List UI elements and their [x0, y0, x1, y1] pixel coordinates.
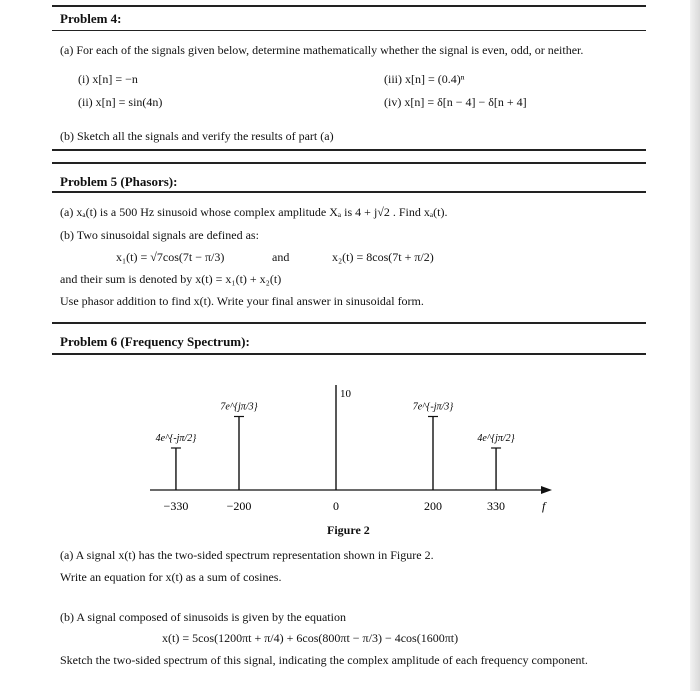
p4-part-b: (b) Sketch all the signals and verify the results of part (a)	[60, 129, 334, 143]
frequency-tick-label: −200	[226, 499, 252, 513]
frequency-axis-label: f	[542, 499, 546, 513]
frequency-tick-label: 200	[424, 499, 442, 513]
p5-sum: and their sum is denoted by x(t) = x₁(t) + x₂(t)	[60, 272, 282, 286]
p5-part-b: (b) Two sinusoidal signals are defined as:	[60, 228, 259, 242]
p4-signal-ii: (ii) x[n] = sin(4n)	[78, 95, 163, 109]
p4-signal-iii: (iii) x[n] = (0.4)ⁿ	[384, 72, 465, 86]
frequency-tick-label: 0	[333, 499, 339, 513]
p6-title: Problem 6 (Frequency Spectrum):	[60, 334, 250, 349]
p4-signal-i: (i) x[n] = −n	[78, 72, 138, 86]
p4-signal-iv: (iv) x[n] = δ[n − 4] − δ[n + 4]	[384, 95, 527, 109]
p5-x2: x₂(t) = 8cos(7t + π/2)	[332, 250, 434, 264]
p6-part-a-line2: Write an equation for x(t) as a sum of cosines.	[60, 570, 282, 584]
frequency-tick-label: −330	[163, 499, 189, 513]
p4-title: Problem 4:	[60, 11, 122, 26]
p6-part-b-line2: Sketch the two-sided spectrum of this signal, indicating the complex amplitude of each frequency component.	[60, 653, 588, 667]
amplitude-label: 4e^{-jπ/2}	[155, 433, 197, 444]
p5-x1: x₁(t) = √7cos(7t − π/3)	[116, 250, 225, 264]
page-edge-shadow	[690, 0, 700, 691]
p5-part-a: (a) xₐ(t) is a 500 Hz sinusoid whose complex amplitude Xₐ is 4 + j√2 . Find xₐ(t).	[60, 205, 448, 219]
amplitude-label: 10	[340, 388, 351, 400]
frequency-tick-label: 330	[487, 499, 506, 513]
p6-part-b-equation: x(t) = 5cos(1200πt + π/4) + 6cos(800πt − π/3) − 4cos(1600πt)	[162, 631, 459, 645]
amplitude-label: 7e^{-jπ/3}	[412, 401, 454, 413]
amplitude-label: 4e^{jπ/2}	[477, 433, 515, 444]
p6-part-a-line1: (a) A signal x(t) has the two-sided spectrum representation shown in Figure 2.	[60, 548, 434, 562]
p4-part-a: (a) For each of the signals given below, determine mathematically whether the signal is even, odd, or neither.	[60, 43, 584, 57]
frequency-axis-arrow	[541, 486, 552, 494]
p5-title: Problem 5 (Phasors):	[60, 174, 178, 189]
p6-part-b-line1: (b) A signal composed of sinusoids is given by the equation	[60, 610, 346, 624]
figure-caption: Figure 2	[327, 523, 370, 537]
p5-and: and	[272, 250, 290, 264]
amplitude-label: 7e^{jπ/3}	[220, 401, 258, 413]
p5-use: Use phasor addition to find x(t). Write your final answer in sinusoidal form.	[60, 294, 424, 308]
